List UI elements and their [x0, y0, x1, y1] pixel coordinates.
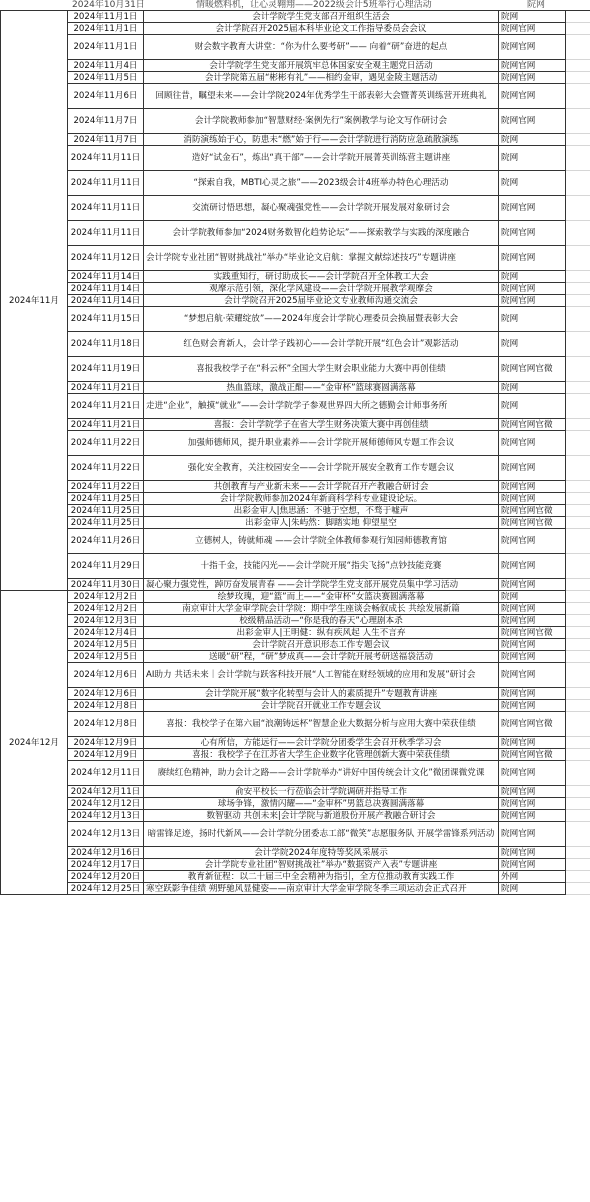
- empty-cell: [566, 11, 590, 23]
- empty-cell: [566, 517, 590, 529]
- title-cell: 出彩金审人|王明健：纵有疾风起 人生不言弃: [144, 627, 499, 639]
- empty-cell: [566, 615, 590, 627]
- month-cell: 2024年12月: [1, 591, 68, 895]
- table-row: [1, 196, 590, 221]
- title-cell: 喜报：会计学院学子在省大学生财务决策大赛中再创佳绩: [144, 419, 499, 431]
- table-row: [1, 871, 590, 883]
- source-cell: 院网官网: [499, 603, 566, 615]
- date-cell: 2024年12月11日: [68, 786, 144, 798]
- source-cell: 院网官网: [499, 109, 566, 134]
- empty-cell: [566, 859, 590, 871]
- empty-cell: [566, 35, 590, 60]
- empty-cell: [566, 382, 590, 394]
- empty-cell: [566, 505, 590, 517]
- date-cell: 2024年12月5日: [68, 639, 144, 651]
- source-cell: 院网官网官微: [499, 419, 566, 431]
- table-row: [1, 883, 590, 895]
- table-row: [1, 171, 590, 196]
- source-cell: 院网官网: [499, 431, 566, 456]
- table-row: [1, 579, 590, 591]
- title-cell: 喜报：我校学子在第六届“浪潮铸远杯”智慧企业大数据分析与应用大赛中荣获佳绩: [144, 712, 499, 737]
- table-row: [1, 283, 590, 295]
- source-cell: 院网官网: [499, 481, 566, 493]
- title-cell: 出彩金审人|焦思涵：不驰于空想，不骛于嘘声: [144, 505, 499, 517]
- title-cell: 教育新征程：以二十届三中全会精神为指引，全方位推动教育实践工作: [144, 871, 499, 883]
- table-row: [1, 554, 590, 579]
- title-cell: 数智驱动 共创未来|会计学院与新道股份开展产教融合研讨会: [144, 810, 499, 822]
- date-cell: 2024年11月21日: [68, 419, 144, 431]
- cropped-top-title: 情暖燃料机，让心灵翱翔——2022级会计5班举行心理活动: [196, 0, 432, 10]
- date-cell: 2024年11月1日: [68, 35, 144, 60]
- date-cell: 2024年12月16日: [68, 847, 144, 859]
- title-cell: 走进“企业”，触摸“就业”——会计学院学子参观世界四大所之德勤会计师事务所: [144, 394, 499, 419]
- title-cell: 心有所信，方能远行——会计学院分团委学生会召开秋季学习会: [144, 737, 499, 749]
- source-cell: 院网: [499, 883, 566, 895]
- date-cell: 2024年11月26日: [68, 529, 144, 554]
- source-cell: 院网官网: [499, 493, 566, 505]
- source-cell: 院网官网: [499, 810, 566, 822]
- source-cell: 院网官网: [499, 688, 566, 700]
- empty-cell: [566, 651, 590, 663]
- table-row: [1, 84, 590, 109]
- empty-cell: [566, 357, 590, 382]
- title-cell: 共创教育与产业新未来——会计学院召开产教融合研讨会: [144, 481, 499, 493]
- empty-cell: [566, 554, 590, 579]
- empty-cell: [566, 221, 590, 246]
- date-cell: 2024年12月2日: [68, 591, 144, 603]
- date-cell: 2024年11月11日: [68, 196, 144, 221]
- empty-cell: [566, 134, 590, 146]
- empty-cell: [566, 431, 590, 456]
- date-cell: 2024年11月1日: [68, 11, 144, 23]
- table-row: [1, 72, 590, 84]
- source-cell: 院网: [499, 307, 566, 332]
- source-cell: 院网官网官微: [499, 712, 566, 737]
- title-cell: 交流研讨悟思想，凝心聚魂强党性——会计学院开展发展对象研讨会: [144, 196, 499, 221]
- empty-cell: [566, 84, 590, 109]
- empty-cell: [566, 60, 590, 72]
- empty-cell: [566, 810, 590, 822]
- source-cell: 院网官网官微: [499, 505, 566, 517]
- empty-cell: [566, 798, 590, 810]
- title-cell: 造好“试金石”，炼出“真干部”——会计学院开展菁英训练营主题讲座: [144, 146, 499, 171]
- title-cell: 送暖“研”程，“研”梦成真——会计学院开展考研送福袋活动: [144, 651, 499, 663]
- table-row: [1, 493, 590, 505]
- title-cell: 喜报：我校学子在江苏省大学生企业数字化管理创新大赛中荣获佳绩: [144, 749, 499, 761]
- empty-cell: [566, 271, 590, 283]
- date-cell: 2024年12月8日: [68, 700, 144, 712]
- date-cell: 2024年11月4日: [68, 60, 144, 72]
- table-row: [1, 431, 590, 456]
- table-row: [1, 798, 590, 810]
- date-cell: 2024年11月14日: [68, 271, 144, 283]
- empty-cell: [566, 72, 590, 84]
- table-row: [1, 749, 590, 761]
- table-row: [1, 23, 590, 35]
- table-row: [1, 357, 590, 382]
- date-cell: 2024年12月8日: [68, 712, 144, 737]
- date-cell: 2024年12月17日: [68, 859, 144, 871]
- date-cell: 2024年12月11日: [68, 761, 144, 786]
- source-cell: 院网官网: [499, 23, 566, 35]
- title-cell: 实践重知行，研讨助成长——会计学院召开全体教工大会: [144, 271, 499, 283]
- table-row: [1, 109, 590, 134]
- source-cell: 院网: [499, 134, 566, 146]
- empty-cell: [566, 109, 590, 134]
- source-cell: 院网官网: [499, 72, 566, 84]
- title-cell: 寒空跃影争佳绩 朔野驰风显健姿——南京审计大学金审学院冬季三项运动会正式召开: [144, 883, 499, 895]
- title-cell: 出彩金审人|朱屿然：脚踏实地 仰望星空: [144, 517, 499, 529]
- date-cell: 2024年11月29日: [68, 554, 144, 579]
- table-row: [1, 761, 590, 786]
- source-cell: 院网官网: [499, 798, 566, 810]
- source-cell: 外网: [499, 871, 566, 883]
- source-cell: 院网官网: [499, 651, 566, 663]
- source-cell: 院网官网: [499, 579, 566, 591]
- source-cell: 院网官网官微: [499, 517, 566, 529]
- date-cell: 2024年11月30日: [68, 579, 144, 591]
- title-cell: 加强师德师风，提升职业素养——会计学院开展师德师风专题工作会议: [144, 431, 499, 456]
- cropped-top-date: 2024年10月31日: [72, 0, 145, 10]
- table-row: [1, 737, 590, 749]
- table-row: [1, 481, 590, 493]
- table-row: [1, 60, 590, 72]
- table-row: [1, 627, 590, 639]
- empty-cell: [566, 307, 590, 332]
- date-cell: 2024年11月15日: [68, 307, 144, 332]
- date-cell: 2024年12月9日: [68, 749, 144, 761]
- table-row: [1, 529, 590, 554]
- date-cell: 2024年11月7日: [68, 134, 144, 146]
- title-cell: 会计学院召开2025届毕业论文专业教师沟通交流会: [144, 295, 499, 307]
- month-cell: 2024年11月: [1, 11, 68, 591]
- date-cell: 2024年12月13日: [68, 822, 144, 847]
- date-cell: 2024年11月14日: [68, 295, 144, 307]
- title-cell: “梦想启航·荣耀绽放”——2024年度会计学院心理委员会换届暨表彰大会: [144, 307, 499, 332]
- empty-cell: [566, 786, 590, 798]
- table-row: [1, 603, 590, 615]
- title-cell: 凝心聚力强党性，踔厉奋发展青春 ——会计学院学生党支部开展党员集中学习活动: [144, 579, 499, 591]
- table-row: [1, 651, 590, 663]
- empty-cell: [566, 663, 590, 688]
- empty-cell: [566, 529, 590, 554]
- empty-cell: [566, 761, 590, 786]
- title-cell: 会计学院第五届“彬彬有礼”——相约金审，遇见金陵主题活动: [144, 72, 499, 84]
- source-cell: 院网官网: [499, 663, 566, 688]
- empty-cell: [566, 196, 590, 221]
- table-row: [1, 394, 590, 419]
- table-row: [1, 146, 590, 171]
- news-schedule-table: [0, 10, 590, 895]
- table-row: [1, 11, 590, 23]
- date-cell: 2024年11月22日: [68, 431, 144, 456]
- date-cell: 2024年11月7日: [68, 109, 144, 134]
- empty-cell: [566, 295, 590, 307]
- table-row: [1, 663, 590, 688]
- title-cell: 会计学院召开就业工作专题会议: [144, 700, 499, 712]
- source-cell: 院网官网官微: [499, 357, 566, 382]
- title-cell: 回顾往昔，瞩望未来——会计学院2024年优秀学生干部表彰大会暨菁英训练营开班典礼: [144, 84, 499, 109]
- source-cell: 院网官网: [499, 822, 566, 847]
- title-cell: 强化安全教育，关注校园安全——会计学院开展安全教育工作专题会议: [144, 456, 499, 481]
- title-cell: 会计学院开展“数字化转型与会计人的素质提升”专题教育讲座: [144, 688, 499, 700]
- empty-cell: [566, 591, 590, 603]
- empty-cell: [566, 171, 590, 196]
- empty-cell: [566, 737, 590, 749]
- source-cell: 院网官网: [499, 295, 566, 307]
- title-cell: 观摩示范引领，深化学风建设——会计学院开展教学观摩会: [144, 283, 499, 295]
- empty-cell: [566, 871, 590, 883]
- title-cell: 绘梦玫瑰，迎“篮”而上——“金审杯”女篮决赛圆满落幕: [144, 591, 499, 603]
- title-cell: 赓续红色精神，助力会计之路——会计学院举办“讲好中国传统会计文化”微团课微党课: [144, 761, 499, 786]
- empty-cell: [566, 146, 590, 171]
- empty-cell: [566, 883, 590, 895]
- source-cell: 院网: [499, 591, 566, 603]
- table-row: [1, 271, 590, 283]
- title-cell: 会计学院学生党支部召开组织生活会: [144, 11, 499, 23]
- date-cell: 2024年11月21日: [68, 382, 144, 394]
- date-cell: 2024年11月25日: [68, 517, 144, 529]
- date-cell: 2024年11月22日: [68, 481, 144, 493]
- table-row: [1, 246, 590, 271]
- date-cell: 2024年11月11日: [68, 171, 144, 196]
- source-cell: 院网官网: [499, 639, 566, 651]
- empty-cell: [566, 456, 590, 481]
- source-cell: 院网官网: [499, 35, 566, 60]
- date-cell: 2024年11月11日: [68, 146, 144, 171]
- empty-cell: [566, 700, 590, 712]
- source-cell: 院网: [499, 171, 566, 196]
- title-cell: 喜报我校学子在“科云杯”全国大学生财会职业能力大赛中再创佳绩: [144, 357, 499, 382]
- date-cell: 2024年11月19日: [68, 357, 144, 382]
- title-cell: 校级精品活动—“你是我的春天”心理剧本杀: [144, 615, 499, 627]
- date-cell: 2024年12月12日: [68, 798, 144, 810]
- title-cell: 会计学院专业社团“智财挑战社”举办“数据资产入表”专题讲座: [144, 859, 499, 871]
- table-row: [1, 35, 590, 60]
- title-cell: 消防演练始于心，防患未“燃”始于行——会计学院进行消防应急疏散演练: [144, 134, 499, 146]
- table-row: [1, 382, 590, 394]
- date-cell: 2024年11月11日: [68, 221, 144, 246]
- empty-cell: [566, 493, 590, 505]
- empty-cell: [566, 847, 590, 859]
- title-cell: 财会数字教育大讲堂：“你为什么要考研”—— 向着“研”奋进的起点: [144, 35, 499, 60]
- title-cell: 会计学院教师参加2024年新商科学科专业建设论坛。: [144, 493, 499, 505]
- source-cell: 院网官网: [499, 84, 566, 109]
- empty-cell: [566, 23, 590, 35]
- title-cell: 热血篮球，激战正酣——“金审杯”篮球赛圆满落幕: [144, 382, 499, 394]
- table-row: [1, 822, 590, 847]
- table-row: [1, 591, 590, 603]
- table-row: [1, 700, 590, 712]
- date-cell: 2024年11月1日: [68, 23, 144, 35]
- date-cell: 2024年12月2日: [68, 603, 144, 615]
- title-cell: “探索自我，MBTI心灵之旅”——2023级会计4班举办特色心理活动: [144, 171, 499, 196]
- table-row: [1, 517, 590, 529]
- date-cell: 2024年11月12日: [68, 246, 144, 271]
- date-cell: 2024年12月4日: [68, 627, 144, 639]
- source-cell: 院网官网: [499, 786, 566, 798]
- date-cell: 2024年11月25日: [68, 493, 144, 505]
- source-cell: 院网官网官微: [499, 627, 566, 639]
- source-cell: 院网: [499, 11, 566, 23]
- source-cell: 院网: [499, 146, 566, 171]
- date-cell: 2024年11月21日: [68, 394, 144, 419]
- title-cell: 十指千金，技能闪光——会计学院开展“指尖飞扬”点钞技能竞赛: [144, 554, 499, 579]
- cropped-top-source: 院网: [527, 0, 546, 10]
- date-cell: 2024年11月22日: [68, 456, 144, 481]
- empty-cell: [566, 749, 590, 761]
- table-row: [1, 505, 590, 517]
- source-cell: 院网: [499, 382, 566, 394]
- table-row: [1, 688, 590, 700]
- table-row: [1, 456, 590, 481]
- empty-cell: [566, 283, 590, 295]
- date-cell: 2024年12月6日: [68, 663, 144, 688]
- empty-cell: [566, 579, 590, 591]
- title-cell: 会计学院教师参加“2024财务数智化趋势论坛”——探索教学与实践的深度融合: [144, 221, 499, 246]
- title-cell: 南京审计大学金审学院会计学院：期中学生座谈会畅叙成长 共绘发展新篇: [144, 603, 499, 615]
- table-row: [1, 847, 590, 859]
- date-cell: 2024年12月20日: [68, 871, 144, 883]
- table-row: [1, 859, 590, 871]
- title-cell: 会计学院2024年度特等奖风采展示: [144, 847, 499, 859]
- empty-cell: [566, 627, 590, 639]
- empty-cell: [566, 332, 590, 357]
- source-cell: 院网官网: [499, 700, 566, 712]
- date-cell: 2024年12月6日: [68, 688, 144, 700]
- date-cell: 2024年11月6日: [68, 84, 144, 109]
- date-cell: 2024年12月25日: [68, 883, 144, 895]
- date-cell: 2024年11月14日: [68, 283, 144, 295]
- source-cell: 院网: [499, 394, 566, 419]
- title-cell: 立德树人，铸就师魂 ——会计学院全体教师参观行知园师德教育馆: [144, 529, 499, 554]
- table-row: [1, 712, 590, 737]
- source-cell: 院网官网: [499, 529, 566, 554]
- table-row: [1, 134, 590, 146]
- empty-cell: [566, 639, 590, 651]
- title-cell: 会计学院专业社团“智财挑战社”举办“毕业论文启航：掌握文献综述技巧”专题讲座: [144, 246, 499, 271]
- source-cell: 院网官网: [499, 554, 566, 579]
- title-cell: 会计学院学生党支部开展筑牢总体国家安全观主题党日活动: [144, 60, 499, 72]
- table-row: [1, 332, 590, 357]
- source-cell: 院网官网: [499, 737, 566, 749]
- table-row: [1, 810, 590, 822]
- title-cell: AI助力 共话未来｜会计学院与跃客科技开展“人工智能在财经领域的应用和发展”研讨会: [144, 663, 499, 688]
- title-cell: 会计学院召开2025届本科毕业论文工作指导委员会会议: [144, 23, 499, 35]
- table-row: [1, 615, 590, 627]
- source-cell: 院网官网: [499, 246, 566, 271]
- source-cell: 院网官网: [499, 196, 566, 221]
- source-cell: 院网官网: [499, 847, 566, 859]
- date-cell: 2024年12月5日: [68, 651, 144, 663]
- empty-cell: [566, 419, 590, 431]
- title-cell: 会计学院教师参加“智慧财经·案例先行”案例教学与论文写作研讨会: [144, 109, 499, 134]
- title-cell: 暗雷锋足迹，扬时代新风——会计学院分团委志工部“微笑”志愿服务队 开展学雷锋系列活动: [144, 822, 499, 847]
- date-cell: 2024年12月3日: [68, 615, 144, 627]
- empty-cell: [566, 822, 590, 847]
- title-cell: 红色财会育新人，会计学子践初心——会计学院开展“红色会计”观影活动: [144, 332, 499, 357]
- table-row: [1, 786, 590, 798]
- table-row: [1, 639, 590, 651]
- empty-cell: [566, 481, 590, 493]
- date-cell: 2024年11月25日: [68, 505, 144, 517]
- source-cell: 院网官网: [499, 456, 566, 481]
- source-cell: 院网官网: [499, 761, 566, 786]
- empty-cell: [566, 688, 590, 700]
- table-row: [1, 419, 590, 431]
- source-cell: 院网: [499, 332, 566, 357]
- source-cell: 院网官网官微: [499, 749, 566, 761]
- table-row: [1, 307, 590, 332]
- date-cell: 2024年12月13日: [68, 810, 144, 822]
- date-cell: 2024年11月5日: [68, 72, 144, 84]
- source-cell: 院网官网: [499, 859, 566, 871]
- source-cell: 院网官网: [499, 615, 566, 627]
- date-cell: 2024年12月9日: [68, 737, 144, 749]
- date-cell: 2024年11月18日: [68, 332, 144, 357]
- empty-cell: [566, 394, 590, 419]
- source-cell: 院网官网: [499, 221, 566, 246]
- source-cell: 院网官网: [499, 60, 566, 72]
- empty-cell: [566, 246, 590, 271]
- source-cell: 院网: [499, 271, 566, 283]
- table-row: [1, 295, 590, 307]
- table-row: [1, 221, 590, 246]
- title-cell: 会计学院召开意识形态工作专题会议: [144, 639, 499, 651]
- empty-cell: [566, 712, 590, 737]
- source-cell: 院网官网: [499, 283, 566, 295]
- title-cell: 俞安平校长一行莅临会计学院调研并指导工作: [144, 786, 499, 798]
- empty-cell: [566, 603, 590, 615]
- title-cell: 球场争锋，激情闪耀——“金审杯”男篮总决赛圆满落幕: [144, 798, 499, 810]
